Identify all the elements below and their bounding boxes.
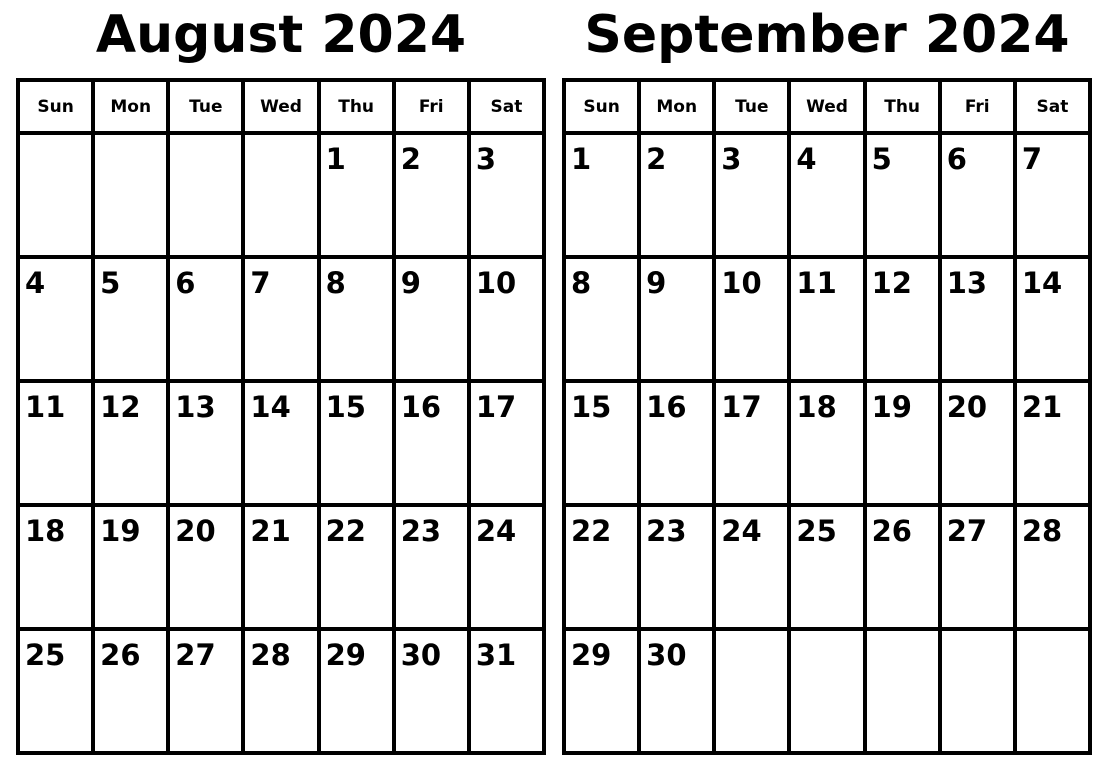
empty-day-cell — [865, 629, 940, 753]
day-cell — [1015, 381, 1090, 505]
day-number: 19 — [871, 390, 912, 424]
day-number: 24 — [475, 514, 517, 548]
week-row — [18, 257, 544, 381]
week-row — [18, 381, 544, 505]
day-number: 31 — [475, 638, 517, 672]
weekday-mon: Mon — [639, 80, 714, 133]
day-number: 17 — [721, 390, 762, 424]
day-cell — [940, 505, 1015, 629]
day-number: 21 — [1021, 390, 1063, 424]
weekday-wed: Wed — [789, 80, 864, 133]
day-cell — [319, 133, 394, 257]
day-number: 21 — [250, 514, 291, 548]
weekday-sun: Sun — [18, 80, 93, 133]
empty-day-cell — [714, 629, 789, 753]
weekday-header-row — [18, 80, 544, 133]
empty-day-cell — [243, 133, 318, 257]
day-cell — [789, 381, 864, 505]
week-row — [564, 133, 1090, 257]
day-cell — [639, 629, 714, 753]
day-number: 18 — [25, 514, 66, 548]
day-cell — [639, 505, 714, 629]
day-number: 20 — [946, 390, 988, 424]
day-number — [942, 631, 1013, 637]
day-number: 2 — [646, 142, 667, 176]
day-number: 26 — [100, 638, 141, 672]
calendar-grid — [562, 78, 1092, 755]
day-number — [1017, 631, 1088, 637]
day-number: 25 — [25, 638, 66, 672]
weekday-wed: Wed — [243, 80, 318, 133]
day-cell — [93, 257, 168, 381]
day-number: 8 — [325, 266, 346, 300]
day-number: 6 — [946, 142, 967, 176]
day-number: 22 — [325, 514, 366, 548]
day-number: 9 — [646, 266, 667, 300]
weekday-thu: Thu — [319, 80, 394, 133]
week-row — [18, 629, 544, 753]
calendar-grid — [16, 78, 546, 755]
week-row — [564, 505, 1090, 629]
day-cell — [469, 505, 544, 629]
empty-day-cell — [789, 629, 864, 753]
day-number: 15 — [325, 390, 366, 424]
week-row — [564, 381, 1090, 505]
day-number: 9 — [400, 266, 421, 300]
day-number: 22 — [571, 514, 612, 548]
calendar-weeks — [18, 133, 544, 753]
day-cell — [714, 133, 789, 257]
weekday-thu: Thu — [865, 80, 940, 133]
day-cell — [319, 629, 394, 753]
day-cell — [243, 505, 318, 629]
day-cell — [564, 133, 639, 257]
weekday-fri: Fri — [394, 80, 469, 133]
day-cell — [319, 381, 394, 505]
day-number: 13 — [946, 266, 988, 300]
day-number: 26 — [871, 514, 912, 548]
day-cell — [394, 133, 469, 257]
day-number — [716, 631, 787, 637]
day-cell — [639, 381, 714, 505]
day-cell — [789, 505, 864, 629]
day-cell — [469, 629, 544, 753]
day-number: 28 — [1021, 514, 1063, 548]
day-number — [20, 135, 91, 141]
weekday-sat: Sat — [1015, 80, 1090, 133]
day-cell — [940, 257, 1015, 381]
empty-day-cell — [168, 133, 243, 257]
day-cell — [865, 257, 940, 381]
day-number: 7 — [1021, 142, 1043, 176]
weekday-sat: Sat — [469, 80, 544, 133]
day-number: 3 — [475, 142, 497, 176]
day-number: 7 — [250, 266, 271, 300]
day-cell — [940, 133, 1015, 257]
day-cell — [639, 257, 714, 381]
day-number — [95, 135, 166, 141]
day-number: 29 — [325, 638, 366, 672]
day-number: 11 — [25, 390, 66, 424]
day-cell — [93, 629, 168, 753]
day-number: 16 — [400, 390, 442, 424]
day-cell — [168, 505, 243, 629]
day-number: 10 — [475, 266, 517, 300]
day-cell — [564, 629, 639, 753]
week-row — [18, 133, 544, 257]
day-number: 12 — [100, 390, 141, 424]
day-number: 13 — [175, 390, 216, 424]
week-row — [564, 629, 1090, 753]
day-number: 12 — [871, 266, 912, 300]
calendar-weeks — [564, 133, 1090, 753]
day-number: 30 — [646, 638, 687, 672]
day-cell — [865, 133, 940, 257]
day-number: 19 — [100, 514, 141, 548]
day-number: 25 — [796, 514, 837, 548]
day-cell — [469, 257, 544, 381]
day-cell — [394, 257, 469, 381]
weekday-tue: Tue — [714, 80, 789, 133]
weekday-tue: Tue — [168, 80, 243, 133]
day-cell — [1015, 257, 1090, 381]
day-cell — [168, 381, 243, 505]
day-cell — [243, 257, 318, 381]
day-number: 15 — [571, 390, 612, 424]
day-number: 17 — [475, 390, 517, 424]
day-cell — [243, 381, 318, 505]
day-number: 4 — [25, 266, 46, 300]
day-cell — [714, 505, 789, 629]
day-number: 27 — [946, 514, 988, 548]
empty-day-cell — [93, 133, 168, 257]
day-number: 27 — [175, 638, 216, 672]
day-cell — [865, 505, 940, 629]
day-cell — [168, 629, 243, 753]
day-number: 23 — [400, 514, 442, 548]
day-cell — [394, 381, 469, 505]
day-number — [791, 631, 862, 637]
day-number: 16 — [646, 390, 687, 424]
day-cell — [639, 133, 714, 257]
weekday-sun: Sun — [564, 80, 639, 133]
day-number — [170, 135, 241, 141]
day-cell — [319, 257, 394, 381]
day-number: 6 — [175, 266, 196, 300]
day-cell — [564, 257, 639, 381]
day-cell — [1015, 133, 1090, 257]
day-cell — [469, 133, 544, 257]
day-number: 18 — [796, 390, 837, 424]
day-cell — [319, 505, 394, 629]
day-cell — [243, 629, 318, 753]
empty-day-cell — [1015, 629, 1090, 753]
day-number: 29 — [571, 638, 612, 672]
month-title: September 2024 — [584, 5, 1070, 65]
weekday-header-row — [564, 80, 1090, 133]
day-number: 28 — [250, 638, 291, 672]
day-cell — [564, 505, 639, 629]
day-number — [867, 631, 938, 637]
empty-day-cell — [18, 133, 93, 257]
day-number: 20 — [175, 514, 216, 548]
day-cell — [394, 505, 469, 629]
month-title: August 2024 — [95, 5, 467, 65]
day-number: 5 — [100, 266, 121, 300]
day-cell — [469, 381, 544, 505]
day-number: 30 — [400, 638, 442, 672]
day-number: 23 — [646, 514, 687, 548]
day-number: 3 — [721, 142, 742, 176]
weekday-fri: Fri — [940, 80, 1015, 133]
day-cell — [18, 381, 93, 505]
day-cell — [93, 381, 168, 505]
day-cell — [714, 381, 789, 505]
day-cell — [18, 505, 93, 629]
day-cell — [93, 505, 168, 629]
weekday-mon: Mon — [93, 80, 168, 133]
day-number: 24 — [721, 514, 762, 548]
day-cell — [940, 381, 1015, 505]
empty-day-cell — [940, 629, 1015, 753]
day-number: 10 — [721, 266, 762, 300]
day-number — [245, 135, 316, 141]
day-cell — [168, 257, 243, 381]
day-number: 14 — [1021, 266, 1063, 300]
day-number: 8 — [571, 266, 592, 300]
day-number: 11 — [796, 266, 837, 300]
day-number: 14 — [250, 390, 291, 424]
day-cell — [564, 381, 639, 505]
day-number: 1 — [325, 142, 346, 176]
day-cell — [1015, 505, 1090, 629]
day-cell — [865, 381, 940, 505]
week-row — [564, 257, 1090, 381]
day-cell — [18, 257, 93, 381]
day-number: 4 — [796, 142, 817, 176]
day-number: 5 — [871, 142, 892, 176]
day-cell — [18, 629, 93, 753]
day-cell — [714, 257, 789, 381]
week-row — [18, 505, 544, 629]
day-number: 2 — [400, 142, 421, 176]
day-cell — [789, 133, 864, 257]
day-number: 1 — [571, 142, 592, 176]
day-cell — [789, 257, 864, 381]
day-cell — [394, 629, 469, 753]
